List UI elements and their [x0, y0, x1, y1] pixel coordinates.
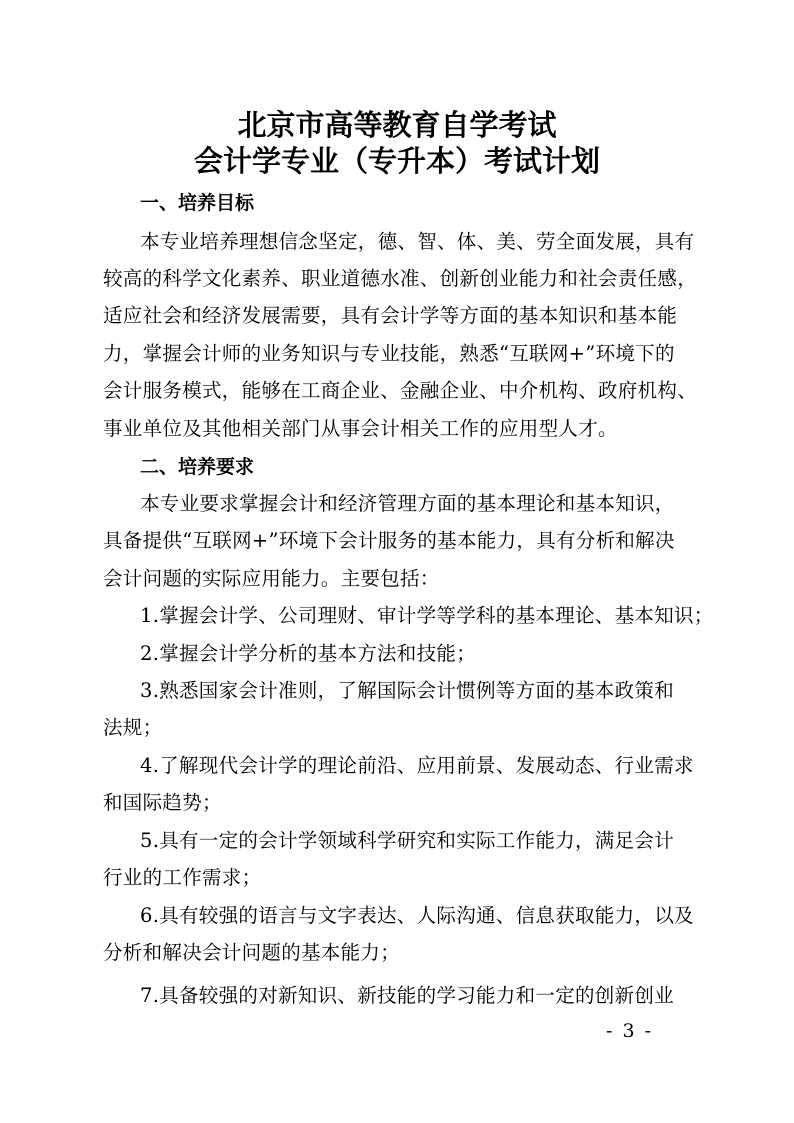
list-item-line: 分析和解决会计问题的基本能力； — [103, 941, 401, 964]
paragraph-line: 力，掌握会计师的业务知识与专业技能，熟悉“互联网+”环境下的 — [103, 342, 675, 365]
document-title-line-1: 北京市高等教育自学考试 — [237, 108, 557, 142]
list-item-line: 1.掌握会计学、公司理财、审计学等学科的基本理论、基本知识； — [140, 604, 714, 627]
document-title-line-2: 会计学专业（专升本）考试计划 — [193, 144, 600, 178]
paragraph-line: 事业单位及其他相关部门从事会计相关工作的应用型人才。 — [103, 417, 618, 440]
paragraph-line: 较高的科学文化素养、职业道德水准、创新创业能力和社会责任感， — [103, 267, 698, 290]
list-item-line: 3.熟悉国家会计准则，了解国际会计惯例等方面的基本政策和 — [140, 679, 675, 702]
list-item-line: 6.具有较强的语言与文字表达、人际沟通、信息获取能力，以及 — [140, 904, 694, 927]
paragraph-line: 会计问题的实际应用能力。主要包括： — [103, 567, 440, 590]
section-heading-training-requirements: 二、培养要求 — [140, 456, 255, 478]
list-item-line: 行业的工作需求； — [103, 866, 262, 889]
paragraph-line: 具备提供“互联网+”环境下会计服务的基本能力，具有分析和解决 — [103, 529, 675, 552]
section-heading-training-goal: 一、培养目标 — [140, 192, 255, 214]
paragraph-line: 本专业要求掌握会计和经济管理方面的基本理论和基本知识， — [140, 492, 675, 515]
paragraph-line: 适应社会和经济发展需要，具有会计学等方面的基本知识和基本能 — [103, 304, 678, 327]
list-item-line: 法规； — [103, 716, 163, 739]
paragraph-line: 会计服务模式，能够在工商企业、金融企业、中介机构、政府机构、 — [103, 379, 698, 402]
page-number: - 3 - — [606, 1020, 654, 1042]
list-item-line: 7.具备较强的对新知识、新技能的学习能力和一定的创新创业 — [140, 984, 675, 1007]
list-item-line: 和国际趋势； — [103, 791, 222, 814]
paragraph-line: 本专业培养理想信念坚定，德、智、体、美、劳全面发展，具有 — [140, 230, 695, 253]
list-item-line: 2.掌握会计学分析的基本方法和技能； — [140, 642, 477, 665]
list-item-line: 4.了解现代会计学的理论前沿、应用前景、发展动态、行业需求 — [140, 754, 694, 777]
list-item-line: 5.具有一定的会计学领域科学研究和实际工作能力，满足会计 — [140, 829, 675, 852]
